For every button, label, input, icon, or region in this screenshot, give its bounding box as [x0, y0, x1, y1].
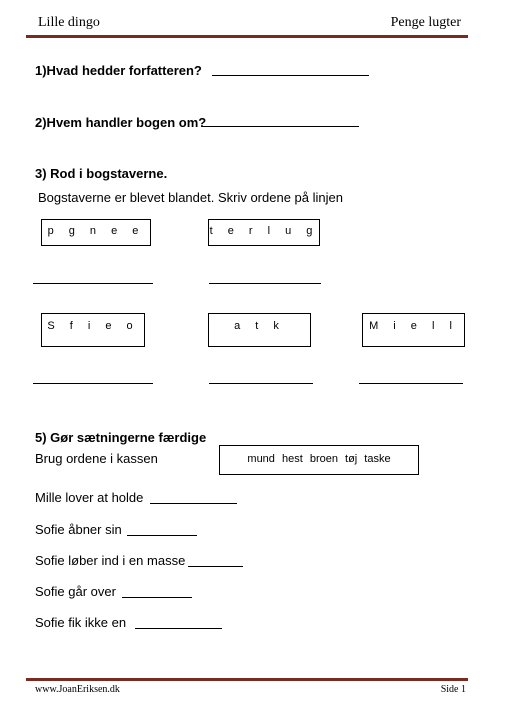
sentence-3: Sofie løber ind i en masse	[35, 553, 186, 568]
question-1: 1)Hvad hedder forfatteren?	[35, 63, 202, 78]
sentence-2: Sofie åbner sin	[35, 522, 122, 537]
sentence-answer-line-5[interactable]	[135, 628, 222, 629]
sentence-answer-line-1[interactable]	[150, 503, 237, 504]
scramble-answer-line-4[interactable]	[209, 383, 313, 384]
answer-line-2[interactable]	[202, 126, 359, 127]
footer-rule	[26, 678, 468, 681]
scramble-answer-line-2[interactable]	[209, 283, 321, 284]
question-3-instruction: Bogstaverne er blevet blandet. Skriv ordene på linjen	[38, 190, 343, 205]
scramble-answer-line-1[interactable]	[33, 283, 153, 284]
question-3-title: 3) Rod i bogstaverne.	[35, 166, 168, 181]
sentence-4: Sofie går over	[35, 584, 116, 599]
header-rule	[26, 35, 468, 38]
scramble-answer-line-5[interactable]	[359, 383, 463, 384]
scramble-box-4: a t k	[208, 313, 311, 347]
footer-left: www.JoanEriksen.dk	[35, 684, 120, 695]
sentence-1: Mille lover at holde	[35, 490, 144, 505]
sentence-5: Sofie fik ikke en	[35, 615, 127, 630]
sentence-answer-line-2[interactable]	[127, 535, 197, 536]
footer-right: Side 1	[440, 684, 466, 695]
scramble-box-3: S f i e o	[41, 313, 145, 347]
sentence-answer-line-3[interactable]	[188, 566, 243, 567]
scramble-answer-line-3[interactable]	[33, 383, 153, 384]
scramble-box-2: t e r l u g	[208, 219, 320, 246]
answer-line-1[interactable]	[212, 75, 369, 76]
header-right: Penge lugter	[390, 15, 461, 30]
scramble-box-1: p g n e e	[41, 219, 151, 246]
question-5-instruction: Brug ordene i kassen	[35, 451, 158, 466]
question-5-title: 5) Gør sætningerne færdige	[35, 430, 207, 445]
header-left: Lille dingo	[38, 15, 100, 30]
sentence-answer-line-4[interactable]	[122, 597, 192, 598]
scramble-box-5: M i e l l	[362, 313, 465, 347]
question-2: 2)Hvem handler bogen om?	[35, 115, 207, 130]
word-box: mund hest broen tøj taske	[219, 445, 419, 475]
